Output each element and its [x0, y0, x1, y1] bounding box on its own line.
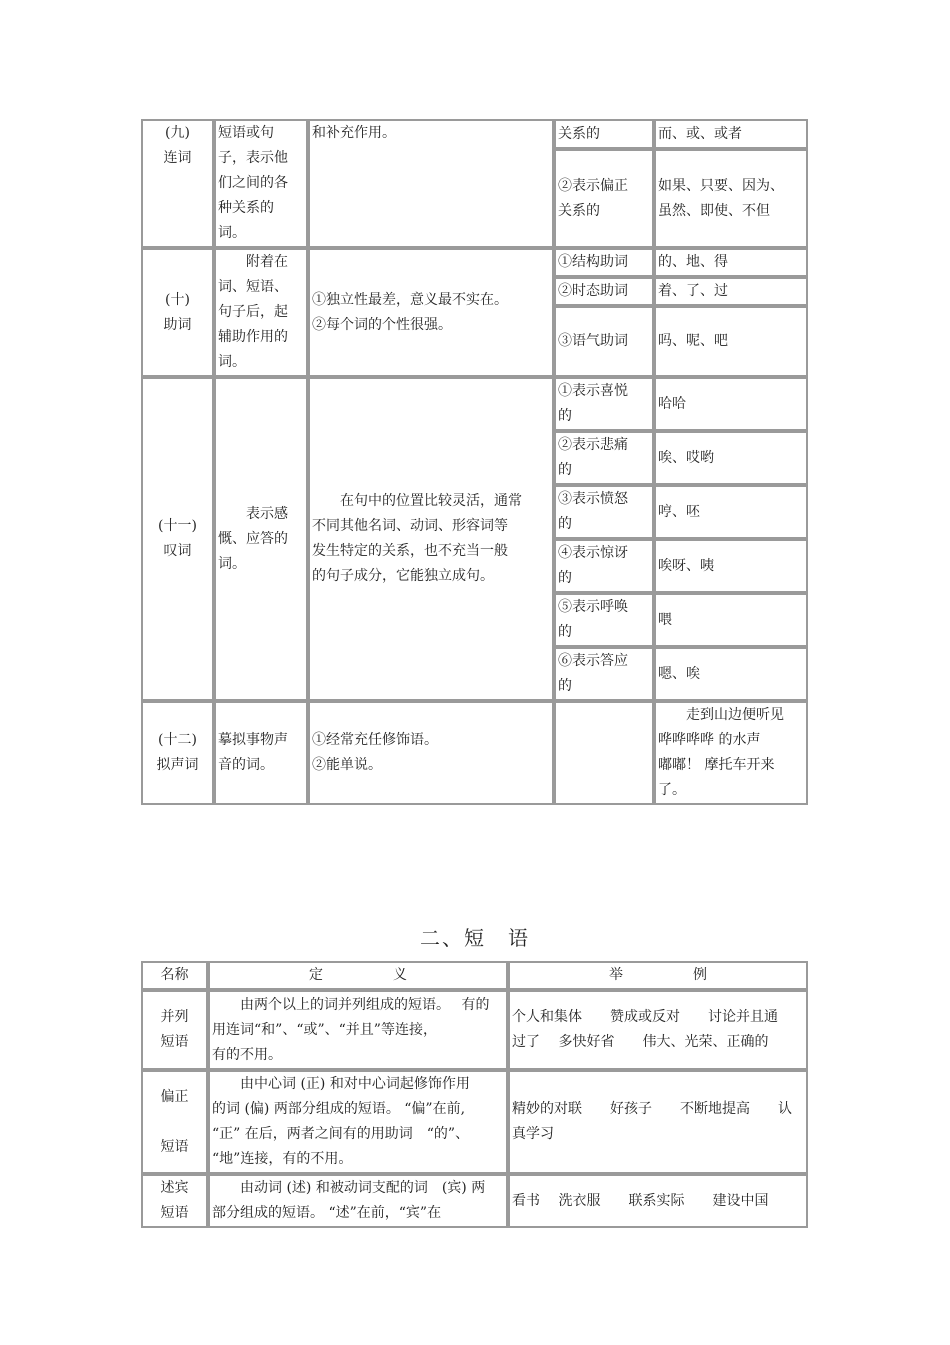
- word-class-features: ①经常充任修饰语。 ②能单说。: [308, 701, 554, 805]
- table-row: [141, 1174, 808, 1228]
- sub-examples: 走到山边便听见 哗哗哗哗 的水声 嘟嘟！ 摩托车开来 了。: [654, 701, 808, 805]
- sub-examples: 吗、呢、吧: [654, 306, 808, 377]
- phrase-examples: 个人和集体 赞成或反对 讨论并且通 过了 多快好省 伟大、光荣、正确的: [508, 990, 808, 1070]
- word-class-features: 和补充作用。: [308, 119, 554, 248]
- word-class-features: ①独立性最差，意义最不实在。 ②每个词的个性很强。: [308, 248, 554, 377]
- sub-examples: 哈哈: [654, 377, 808, 431]
- sub-type: ②表示偏正 关系的: [554, 149, 654, 248]
- sub-type: ③语气助词: [554, 306, 654, 377]
- word-class-name: (十一) 叹词: [141, 377, 214, 701]
- header-definition: 定 义: [208, 961, 508, 990]
- table-row: [141, 1070, 808, 1174]
- phrase-table: [141, 961, 808, 1228]
- table-row: [141, 248, 808, 277]
- word-class-definition: 摹拟事物声 音的词。: [214, 701, 308, 805]
- sub-type: ①结构助词: [554, 248, 654, 277]
- word-class-definition: 表示感 慨、应答的 词。: [214, 377, 308, 701]
- header-examples: 举 例: [508, 961, 808, 990]
- phrase-definition: 由两个以上的词并列组成的短语。 有的 用连词“和”、“或”、“并且”等连接， 有的不用。: [208, 990, 508, 1070]
- sub-type: ①表示喜悦 的: [554, 377, 654, 431]
- phrase-examples: 精妙的对联 好孩子 不断地提高 认 真学习: [508, 1070, 808, 1174]
- sub-type: ②时态助词: [554, 277, 654, 306]
- sub-type: ③表示愤怒 的: [554, 485, 654, 539]
- word-class-name: (十) 助词: [141, 248, 214, 377]
- word-class-definition: 附着在 词、短语、 句子后，起 辅助作用的 词。: [214, 248, 308, 377]
- sub-examples: 着、了、过: [654, 277, 808, 306]
- word-class-definition: 短语或句 子，表示他 们之间的各 种关系的 词。: [214, 119, 308, 248]
- table-row: [141, 119, 808, 149]
- sub-type: ⑤表示呼唤 的: [554, 593, 654, 647]
- word-class-name: (十二) 拟声词: [141, 701, 214, 805]
- sub-examples: 喂: [654, 593, 808, 647]
- sub-type: ⑥表示答应 的: [554, 647, 654, 701]
- sub-examples: 而、或、或者: [654, 119, 808, 149]
- word-class-table: [141, 119, 808, 805]
- sub-type: 关系的: [554, 119, 654, 149]
- table-row: [141, 990, 808, 1070]
- sub-type: [554, 701, 654, 805]
- sub-type: ②表示悲痛 的: [554, 431, 654, 485]
- phrase-name: 并列 短语: [141, 990, 208, 1070]
- header-name: 名称: [141, 961, 208, 990]
- table-row: [141, 701, 808, 805]
- sub-examples: 唉、哎哟: [654, 431, 808, 485]
- table-header-row: [141, 961, 808, 990]
- sub-examples: 唉呀、咦: [654, 539, 808, 593]
- word-class-name: (九) 连词: [141, 119, 214, 248]
- phrase-examples: 看书 洗衣服 联系实际 建设中国: [508, 1174, 808, 1228]
- section-title: 二、短 语: [420, 926, 530, 950]
- sub-examples: 如果、只要、因为、 虽然、即使、不但: [654, 149, 808, 248]
- table-row: [141, 377, 808, 431]
- sub-examples: 嗯、唉: [654, 647, 808, 701]
- sub-type: ④表示惊讶 的: [554, 539, 654, 593]
- phrase-name: 述宾 短语: [141, 1174, 208, 1228]
- phrase-definition: 由动词 (述) 和被动词支配的词 (宾) 两 部分组成的短语。 “述”在前，“宾”在: [208, 1174, 508, 1228]
- phrase-name: 偏正 短语: [141, 1070, 208, 1174]
- sub-examples: 哼、呸: [654, 485, 808, 539]
- word-class-features: 在句中的位置比较灵活，通常 不同其他名词、动词、形容词等 发生特定的关系，也不充当一般 的句子成分，它能独立成句。: [308, 377, 554, 701]
- sub-examples: 的、地、得: [654, 248, 808, 277]
- phrase-definition: 由中心词 (正) 和对中心词起修饰作用 的词 (偏) 两部分组成的短语。 “偏”在前, “正” 在后，两者之间有的用助词 “的”、 “地”连接，有的不用。: [208, 1070, 508, 1174]
